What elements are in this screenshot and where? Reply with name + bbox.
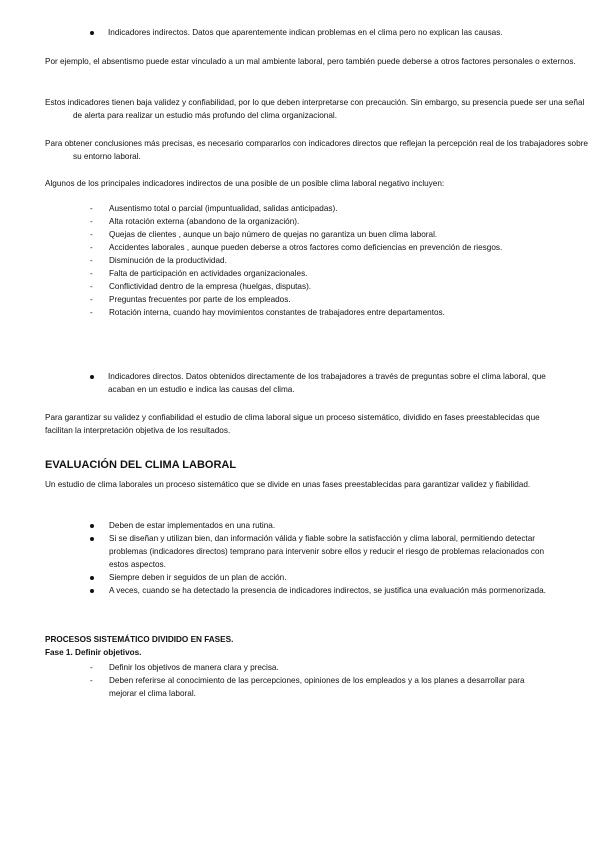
bullet-text: Indicadores indirectos. Datos que aparentemente indican problemas en el clima pero no explican las causas. [108, 28, 503, 37]
list-item: - Definir los objetivos de manera clara y precisa. [90, 663, 279, 672]
paragraph-conclusiones: Para obtener conclusiones más precisas, es necesario compararlos con indicadores directos que reflejan la percepción real de los trabajadores sobre su entorno laboral. [45, 139, 588, 161]
paragraph-absentismo: Por ejemplo, el absentismo puede estar vinculado a un mal ambiente laboral, pero también puede deberse a otros factores personales o externos. [45, 57, 576, 66]
fase1-list [90, 661, 550, 700]
list-item: Si se diseñan y utilizan bien, dan información válida y fiable sobre la satisfacción y clima laboral, permitiendo detectar problemas (indicadores directos) temprano para intervenir sobre ellos y reducir el riesgo de problemas relacionados con estos aspectos. [90, 532, 550, 571]
paragraph-garantizar: Para garantizar su validez y confiabilidad el estudio de clima laboral sigue un proceso sistemático, dividido en fases preestablecidas que facilitan la interpretación objetiva de los resultados. [45, 413, 540, 435]
list-item: - Ausentismo total o parcial (impuntualidad, salidas anticipadas). [90, 204, 338, 213]
bullet-dot-icon [90, 26, 108, 39]
list-item: A veces, cuando se ha detectado la presencia de indicadores indirectos, se justifica una evaluación más pormenorizada. [90, 584, 550, 597]
dash-marker: - [90, 204, 93, 213]
evaluation-bullets-list [90, 519, 550, 597]
list-item: - Accidentes laborales , aunque pueden deberse a otros factores como deficiencias en prevención de riesgos. [90, 243, 503, 252]
bullet-dot-icon [90, 370, 108, 396]
list-item: - Rotación interna, cuando hay movimientos constantes de trabajadores entre departamentos. [90, 308, 445, 317]
dash-marker: - [90, 308, 93, 317]
paragraph-algunos: Algunos de los principales indicadores indirectos de una posible de un posible clima laboral negativo incluyen: [45, 179, 445, 188]
list-item: - Preguntas frecuentes por parte de los empleados. [90, 295, 291, 304]
list-item: - Disminución de la productividad. [90, 256, 227, 265]
paragraph-estudio: Un estudio de clima laborales un proceso sistemático que se divide en unas fases preestablecidas para garantizar validez y fiabilidad. [45, 480, 531, 489]
bullet-dot-icon [90, 532, 109, 571]
dash-marker: - [90, 269, 93, 278]
list-item: Deben de estar implementados en una rutina. [90, 519, 550, 532]
dash-marker: - [90, 295, 93, 304]
list-item: - Deben referirse al conocimiento de las percepciones, opiniones de los empleados y a los planes a desarrollar para mejorar el clima laboral. [90, 676, 525, 698]
bullet-indirect-indicators [90, 26, 560, 39]
bullet-text: Indicadores directos. Datos obtenidos directamente de los trabajadores a través de preguntas sobre el clima laboral, que acaban en un estudio e indica las causas del clima. [108, 372, 546, 394]
heading-fase-1: Fase 1. Definir objetivos. [45, 648, 142, 657]
list-item: - Falta de participación en actividades organizacionales. [90, 269, 308, 278]
dash-marker: - [90, 256, 93, 265]
heading-procesos: PROCESOS SISTEMÁTICO DIVIDIDO EN FASES. [45, 635, 234, 644]
bullet-dot-icon [90, 571, 109, 584]
bullet-dot-icon [90, 519, 109, 532]
bullet-dot-icon [90, 584, 109, 597]
list-item: Siempre deben ir seguidos de un plan de acción. [90, 571, 550, 584]
dash-marker: - [90, 230, 93, 239]
dash-marker: - [90, 217, 93, 226]
list-item: - Quejas de clientes , aunque un bajo número de quejas no garantiza un buen clima laboral. [90, 230, 438, 239]
bullet-direct-indicators [90, 370, 560, 396]
heading-evaluacion: EVALUACIÓN DEL CLIMA LABORAL [45, 459, 237, 471]
dash-marker: - [90, 282, 93, 291]
dash-marker: - [90, 243, 93, 252]
list-item: - Alta rotación externa (abandono de la organización). [90, 217, 300, 226]
dash-marker: - [90, 676, 93, 685]
indirect-indicators-list [90, 202, 550, 319]
list-item: - Conflictividad dentro de la empresa (huelgas, disputas). [90, 282, 312, 291]
paragraph-validez: Estos indicadores tienen baja validez y confiabilidad, por lo que deben interpretarse con precaución. Sin embargo, su presencia puede ser una señal de alerta para realizar un estudio más profundo del clima organizacional. [45, 98, 585, 120]
dash-marker: - [90, 663, 93, 672]
